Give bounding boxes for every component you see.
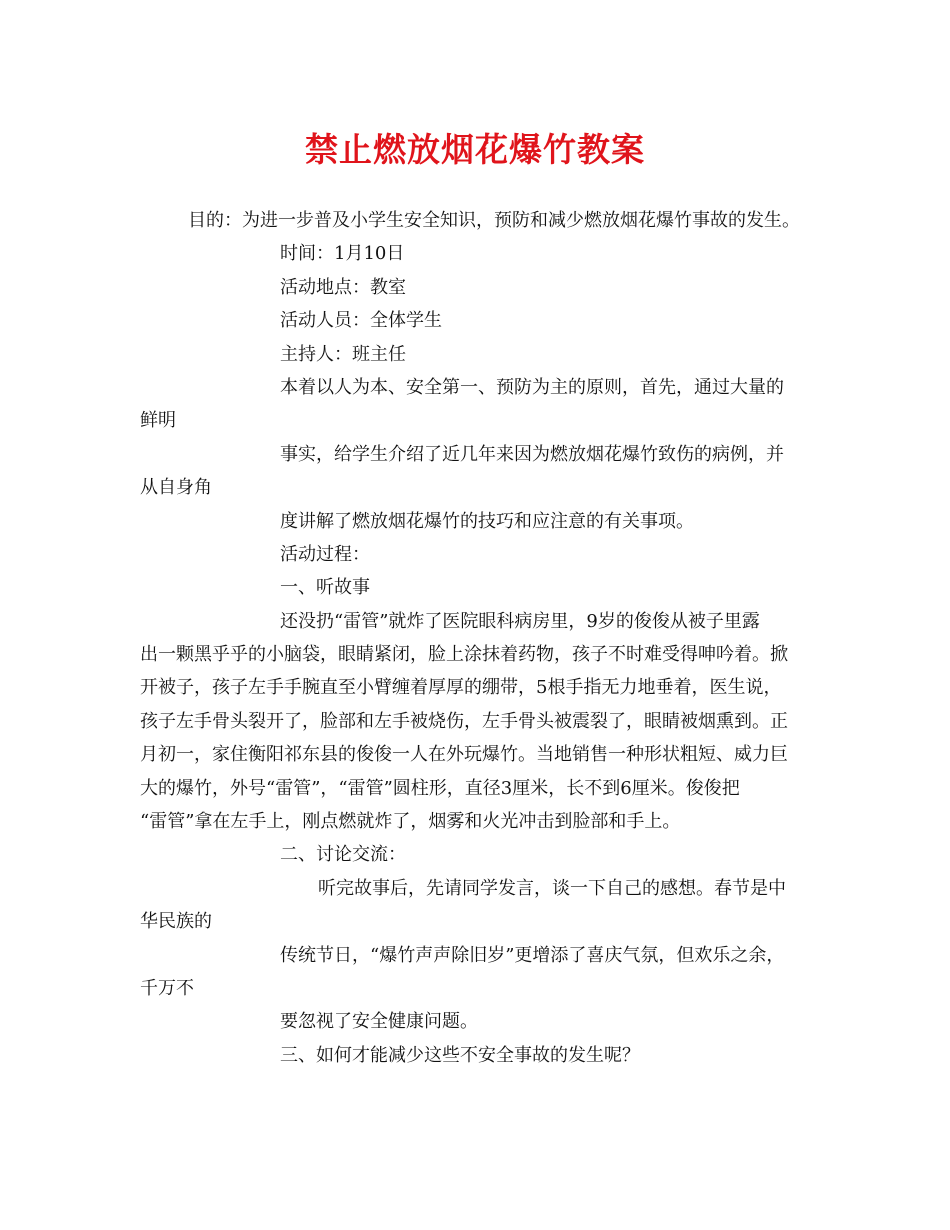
- story-paragraph-line: 开被子，孩子左手手腕直至小臂缠着厚厚的绷带，5根手指无力地垂着，医生说，: [140, 677, 782, 699]
- intro-paragraph-line: 鲜明: [140, 410, 176, 432]
- section2-heading: 二、讨论交流：: [280, 844, 406, 866]
- discussion-paragraph-line: 听完故事后，先请同学发言，谈一下自己的感想。春节是中: [318, 877, 786, 899]
- intro-paragraph-line: 事实，给学生介绍了近几年来因为燃放烟花爆竹致伤的病例，并: [280, 443, 784, 465]
- place-line: 活动地点：教室: [280, 276, 406, 298]
- intro-paragraph-line: 从自身角: [140, 477, 212, 499]
- process-heading: 活动过程：: [280, 543, 370, 565]
- discussion-paragraph-line: 要忽视了安全健康问题。: [280, 1011, 478, 1033]
- section1-heading: 一、听故事: [280, 577, 370, 599]
- story-paragraph-line: 出一颗黑乎乎的小脑袋，眼睛紧闭，脸上涂抹着药物，孩子不时难受得呻吟着。掀: [140, 644, 788, 666]
- story-paragraph-line: 大的爆竹，外号“雷管”，“雷管”圆柱形，直径3厘米，长不到6厘米。俊俊把: [140, 777, 740, 799]
- story-paragraph-line: “雷管”拿在左手上，刚点燃就炸了，烟雾和火光冲击到脸部和手上。: [140, 811, 681, 833]
- purpose-line: 目的：为进一步普及小学生安全知识，预防和减少燃放烟花爆竹事故的发生。: [188, 210, 800, 231]
- story-paragraph-line: 月初一，家住衡阳祁东县的俊俊一人在外玩爆竹。当地销售一种形状粗短、威力巨: [140, 744, 788, 766]
- document-body: [140, 204, 820, 1072]
- intro-paragraph-line: 度讲解了燃放烟花爆竹的技巧和应注意的有关事项。: [280, 510, 694, 532]
- host-line: 主持人：班主任: [280, 343, 406, 365]
- intro-paragraph-line: 本着以人为本、安全第一、预防为主的原则，首先，通过大量的: [280, 376, 784, 398]
- time-line: 时间：1月10日: [280, 243, 405, 265]
- discussion-paragraph-line: 华民族的: [140, 911, 212, 933]
- section3-heading: 三、如何才能减少这些不安全事故的发生呢？: [280, 1044, 640, 1066]
- discussion-paragraph-line: 千万不: [140, 977, 194, 999]
- participants-line: 活动人员：全体学生: [280, 310, 442, 332]
- document-title: 禁止燃放烟花爆竹教案: [305, 130, 645, 169]
- story-paragraph-line: 孩子左手骨头裂开了，脸部和左手被烧伤，左手骨头被震裂了，眼睛被烟熏到。正: [140, 710, 788, 732]
- discussion-paragraph-line: 传统节日，“爆竹声声除旧岁”更增添了喜庆气氛，但欢乐之余，: [280, 944, 785, 966]
- story-paragraph-line: 还没扔“雷管”就炸了医院眼科病房里，9岁的俊俊从被子里露: [280, 610, 760, 632]
